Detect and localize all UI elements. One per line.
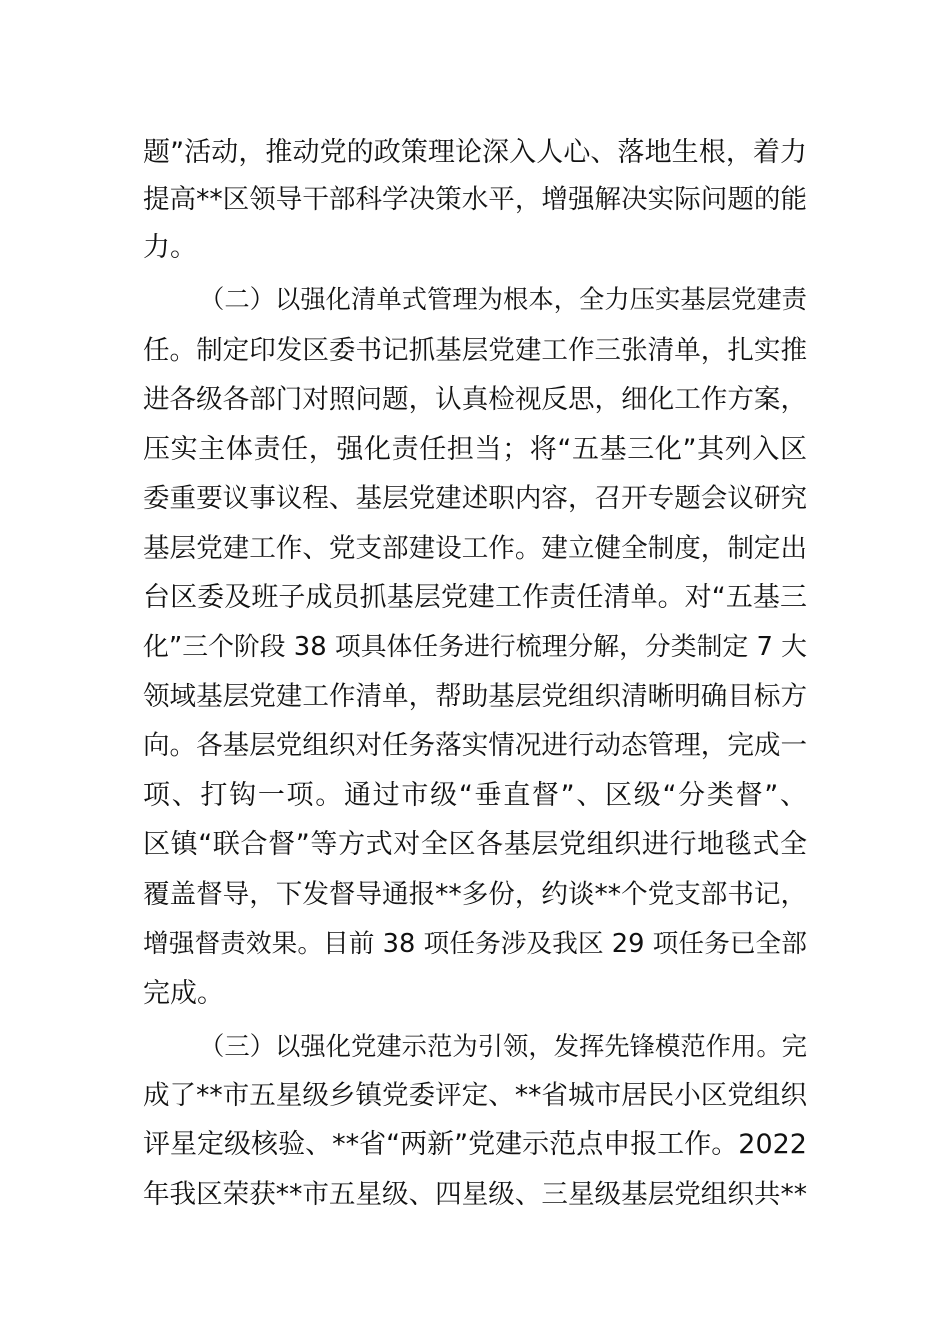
text-line: 委重要议事议程、基层党建述职内容，召开专题会议研究 [143,483,807,514]
text-line: 压实主体责任，强化责任担当；将“五基三化”其列入区 [143,434,807,465]
text-line: 区镇“联合督”等方式对全区各基层党组织进行地毯式全 [143,829,807,860]
text-line: 任。制定印发区委书记抓基层党建工作三张清单，扎实推 [143,335,807,366]
text-line: 年我区荣获**市五星级、四星级、三星级基层党组织共** [143,1179,807,1210]
text-line: 提高**区领导干部科学决策水平，增强解决实际问题的能 [143,184,807,215]
text-line: 完成。 [143,978,224,1009]
text-line: 领域基层党建工作清单，帮助基层党组织清晰明确目标方 [143,681,807,712]
text-line: 项、打钩一项。通过市级“垂直督”、区级“分类督”、 [143,780,807,811]
text-line: 评星定级核验、**省“两新”党建示范点申报工作。2022 [143,1129,807,1160]
text-line: 增强督责效果。目前 38 项任务涉及我区 29 项任务已全部 [143,929,807,959]
paragraph-heading-line: （二）以强化清单式管理为根本，全力压实基层党建责 [199,284,807,314]
text-line: 向。各基层党组织对任务落实情况进行动态管理，完成一 [143,730,807,761]
text-line: 进各级各部门对照问题，认真检视反思，细化工作方案， [143,384,807,415]
text-line: 题”活动，推动党的政策理论深入人心、落地生根，着力 [143,137,807,168]
text-line: 基层党建工作、党支部建设工作。建立健全制度，制定出 [143,533,807,564]
text-line: 成了**市五星级乡镇党委评定、**省城市居民小区党组织 [143,1080,807,1111]
text-line: 化”三个阶段 38 项具体任务进行梳理分解，分类制定 7 大 [143,632,807,662]
text-line: 台区委及班子成员抓基层党建工作责任清单。对“五基三 [143,582,807,613]
text-line: 力。 [143,232,197,263]
paragraph-heading-line: （三）以强化党建示范为引领，发挥先锋模范作用。完 [199,1031,807,1061]
text-line: 覆盖督导，下发督导通报**多份，约谈**个党支部书记， [143,879,807,910]
